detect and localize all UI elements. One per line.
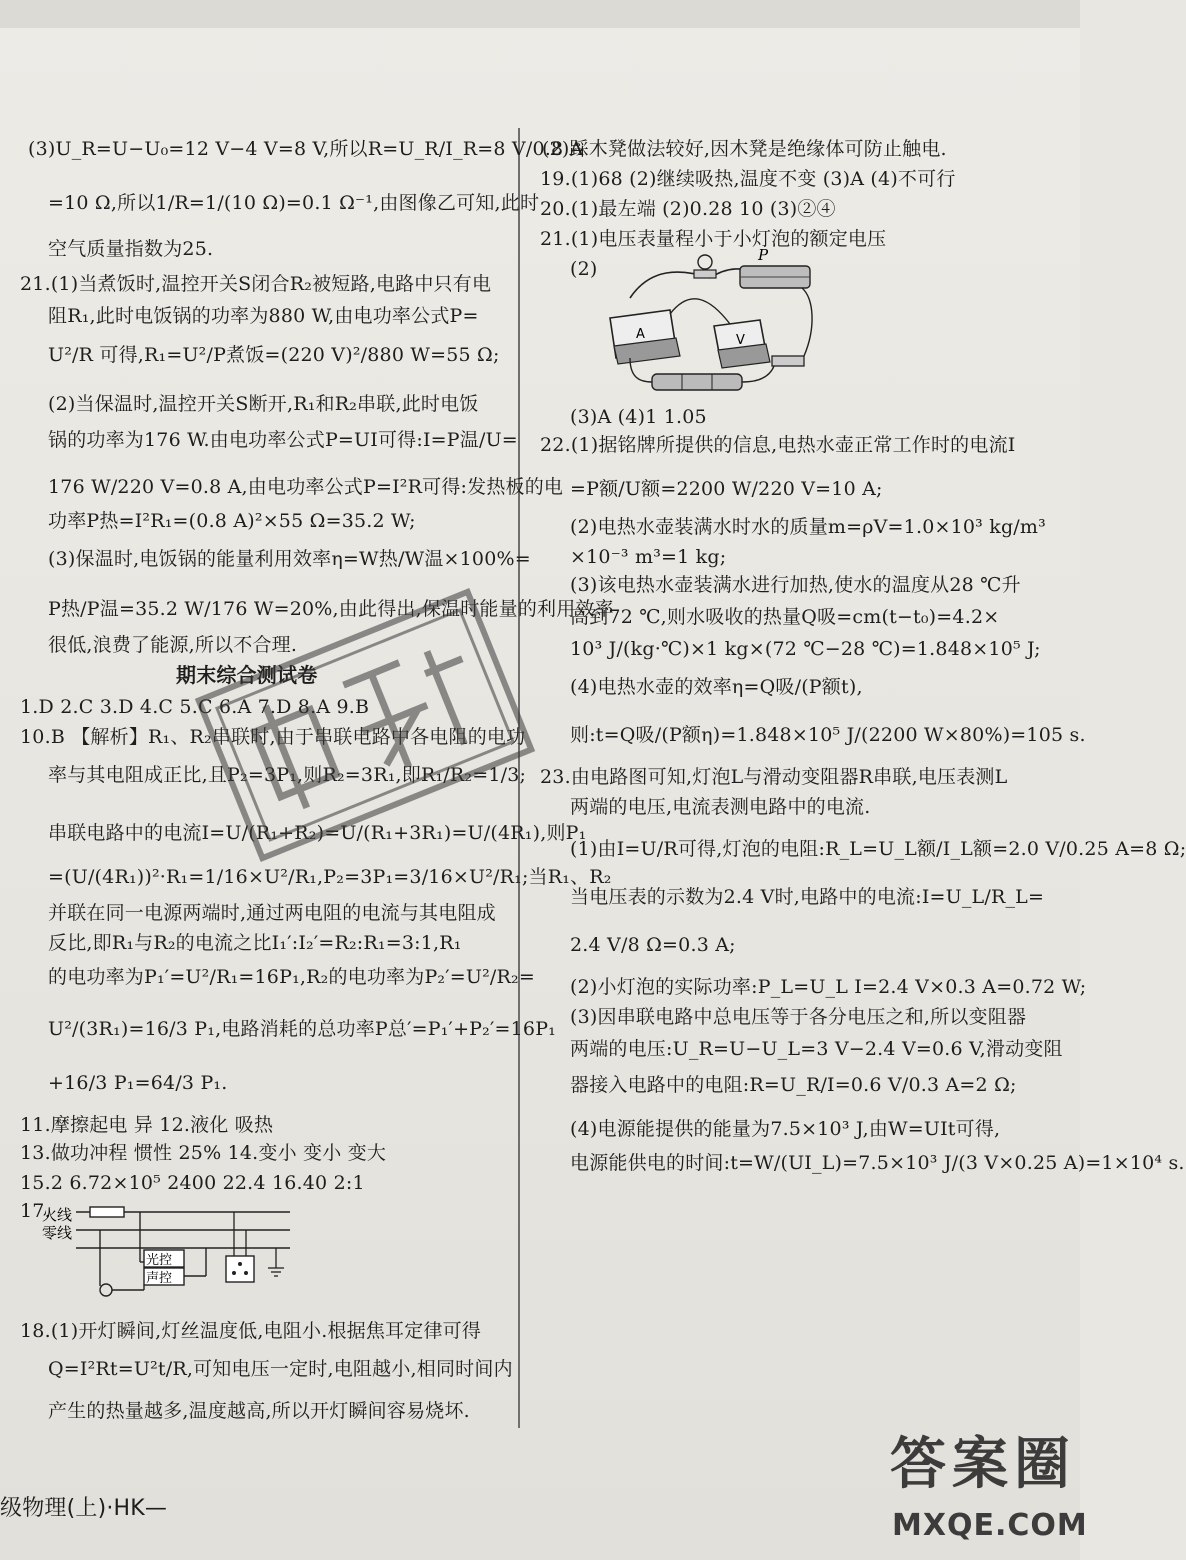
text-line: (2)当保温时,温控开关S断开,R₁和R₂串联,此时电饭 bbox=[48, 393, 479, 415]
ammeter-label: A bbox=[636, 327, 645, 342]
battery-pack-icon bbox=[652, 374, 742, 390]
text-line: 10³ J/(kg·℃)×1 kg×(72 ℃−28 ℃)=1.848×10⁵ J; bbox=[570, 638, 1041, 660]
text-line: 20.(1)最左端 (2)0.28 10 (3)②④ bbox=[540, 198, 836, 220]
voltmeter-label: V bbox=[736, 333, 745, 348]
text-line: 功率P热=I²R₁=(0.8 A)²×55 Ω=35.2 W; bbox=[48, 510, 416, 532]
text-line: 两端的电压:U_R=U−U_L=3 V−2.4 V=0.6 V,滑动变阻 bbox=[570, 1038, 1063, 1060]
text-line: U²/(3R₁)=16/3 P₁,电路消耗的总功率P总′=P₁′+P₂′=16P₁ bbox=[48, 1018, 556, 1040]
question-part-label: (2) bbox=[570, 258, 598, 280]
watermark-title: 答案圈 bbox=[890, 1432, 1076, 1497]
text-line: 产生的热量越多,温度越高,所以开灯瞬间容易烧坏. bbox=[48, 1400, 470, 1422]
text-line: 11.摩擦起电 异 12.液化 吸热 bbox=[20, 1114, 274, 1136]
switch-icon bbox=[772, 356, 804, 366]
text-line: 18.(1)开灯瞬间,灯丝温度低,电阻小.根据焦耳定律可得 bbox=[20, 1320, 482, 1342]
text-line: 2.4 V/8 Ω=0.3 A; bbox=[570, 934, 736, 956]
text-line: 阻R₁,此时电饭锅的功率为880 W,由电功率公式P= bbox=[48, 305, 479, 327]
text-line: (4)电源能提供的能量为7.5×10³ J,由W=UIt可得, bbox=[570, 1118, 1001, 1140]
text-line: (2)小灯泡的实际功率:P_L=U_L I=2.4 V×0.3 A=0.72 W; bbox=[570, 976, 1087, 998]
text-line: 的电功率为P₁′=U²/R₁=16P₁,R₂的电功率为P₂′=U²/R₂= bbox=[48, 966, 535, 988]
text-line: 锅的功率为176 W.由电功率公式P=UI可得:I=P温/U= bbox=[48, 429, 518, 451]
text-line: (3)A (4)1 1.05 bbox=[570, 406, 707, 428]
text-line: 21.(1)当煮饭时,温控开关S闭合R₂被短路,电路中只有电 bbox=[20, 273, 492, 295]
household-circuit-diagram bbox=[40, 1198, 310, 1298]
text-line: (3)U_R=U−U₀=12 V−4 V=8 V,所以R=U_R/I_R=8 V/0.8 A bbox=[28, 138, 584, 160]
text-line: 1.D 2.C 3.D 4.C 5.C 6.A 7.D 8.A 9.B bbox=[20, 696, 370, 718]
text-line: =10 Ω,所以1/R=1/(10 Ω)=0.1 Ω⁻¹,由图像乙可知,此时 bbox=[48, 192, 540, 214]
text-line: 高到72 ℃,则水吸收的热量Q吸=cm(t−t₀)=4.2× bbox=[570, 606, 1000, 628]
text-line: P热/P温=35.2 W/176 W=20%,由此得出,保温时能量的利用效率 bbox=[48, 598, 614, 620]
text-line: (1)由I=U/R可得,灯泡的电阻:R_L=U_L额/I_L额=2.0 V/0.25 A=8 Ω; bbox=[570, 838, 1186, 860]
slider-label: P bbox=[758, 246, 769, 264]
text-line: ×10⁻³ m³=1 kg; bbox=[570, 546, 727, 568]
text-line: 器接入电路中的电阻:R=U_R/I=0.6 V/0.3 A=2 Ω; bbox=[570, 1074, 1017, 1096]
text-line: 13.做功冲程 惯性 25% 14.变小 变小 变大 bbox=[20, 1142, 387, 1164]
text-line: 电源能供电的时间:t=W/(UI_L)=7.5×10³ J/(3 V×0.25 A)=1×10⁴ s. bbox=[570, 1152, 1185, 1174]
neutral-wire-label: 零线 bbox=[42, 1224, 73, 1242]
site-watermark bbox=[870, 1420, 1088, 1560]
bulb-icon bbox=[698, 255, 712, 269]
text-line: 23.由电路图可知,灯泡L与滑动变阻器R串联,电压表测L bbox=[540, 766, 1008, 788]
socket-icon bbox=[226, 1256, 254, 1282]
text-line: (2)踩木凳做法较好,因木凳是绝缘体可防止触电. bbox=[542, 138, 947, 160]
text-line: (3)因串联电路中总电压等于各分电压之和,所以变阻器 bbox=[570, 1006, 1027, 1028]
text-line: =(U/(4R₁))²·R₁=1/16×U²/R₁,P₂=3P₁=3/16×U²/R₁;当R₁、R₂ bbox=[48, 866, 612, 888]
text-line: 则:t=Q吸/(P额η)=1.848×10⁵ J/(2200 W×80%)=105 s. bbox=[570, 724, 1086, 746]
experiment-circuit-drawing bbox=[590, 248, 830, 398]
text-line: 并联在同一电源两端时,通过两电阻的电流与其电阻成 bbox=[48, 902, 496, 924]
text-line: 当电压表的示数为2.4 V时,电路中的电流:I=U_L/R_L= bbox=[570, 886, 1045, 908]
text-line: (3)保温时,电饭锅的能量利用效率η=W热/W温×100%= bbox=[48, 548, 531, 570]
text-line: 很低,浪费了能源,所以不合理. bbox=[48, 634, 298, 656]
fuse-icon bbox=[90, 1207, 124, 1217]
text-line: Q=I²Rt=U²t/R,可知电压一定时,电阻越小,相同时间内 bbox=[48, 1358, 513, 1380]
text-line: =P额/U额=2200 W/220 V=10 A; bbox=[570, 478, 883, 500]
text-line: 空气质量指数为25. bbox=[48, 238, 214, 260]
watermark-url: MXQE.COM bbox=[892, 1508, 1088, 1543]
scan-top-band bbox=[0, 0, 1080, 28]
section-title: 期末综合测试卷 bbox=[176, 663, 318, 687]
text-line: (4)电热水壶的效率η=Q吸/(P额t), bbox=[570, 676, 863, 698]
text-line: 22.(1)据铭牌所提供的信息,电热水壶正常工作时的电流I bbox=[540, 434, 1016, 456]
text-line: (3)该电热水壶装满水进行加热,使水的温度从28 ℃升 bbox=[570, 574, 1021, 596]
question-number: 17. bbox=[20, 1200, 51, 1222]
text-line: 率与其电阻成正比,且P₂=3P₁,则R₂=3R₁,即R₁/R₂=1/3; bbox=[48, 764, 527, 786]
text-line: (2)电热水壶装满水时水的质量m=ρV=1.0×10³ kg/m³ bbox=[570, 516, 1046, 538]
sound-control-switch-label: 声控 bbox=[146, 1271, 173, 1286]
live-wire-label: 火线 bbox=[42, 1206, 73, 1224]
text-line: 10.B 【解析】R₁、R₂串联时,由于串联电路中各电阻的电功 bbox=[20, 726, 526, 748]
text-line: 19.(1)68 (2)继续吸热,温度不变 (3)A (4)不可行 bbox=[540, 168, 956, 190]
text-line: U²/R 可得,R₁=U²/P煮饭=(220 V)²/880 W=55 Ω; bbox=[48, 344, 500, 366]
text-line: 串联电路中的电流I=U/(R₁+R₂)=U/(R₁+3R₁)=U/(4R₁),则P₁ bbox=[48, 822, 587, 844]
text-line: 反比,即R₁与R₂的电流之比I₁′:I₂′=R₂:R₁=3:1,R₁ bbox=[48, 932, 462, 954]
text-line: 176 W/220 V=0.8 A,由电功率公式P=I²R可得:发热板的电 bbox=[48, 476, 564, 498]
light-control-switch-label: 光控 bbox=[146, 1253, 173, 1268]
watermark-stamp-icon bbox=[180, 600, 550, 850]
text-line: 两端的电压,电流表测电路中的电流. bbox=[570, 796, 871, 818]
text-line: 15.2 6.72×10⁵ 2400 22.4 16.40 2:1 bbox=[20, 1172, 365, 1194]
text-line: +16/3 P₁=64/3 P₁. bbox=[48, 1072, 228, 1094]
bulb-icon bbox=[100, 1284, 112, 1296]
page-footer: 级物理(上)·HK— bbox=[0, 1496, 168, 1521]
text-line: 21.(1)电压表量程小于小灯泡的额定电压 bbox=[540, 228, 887, 250]
